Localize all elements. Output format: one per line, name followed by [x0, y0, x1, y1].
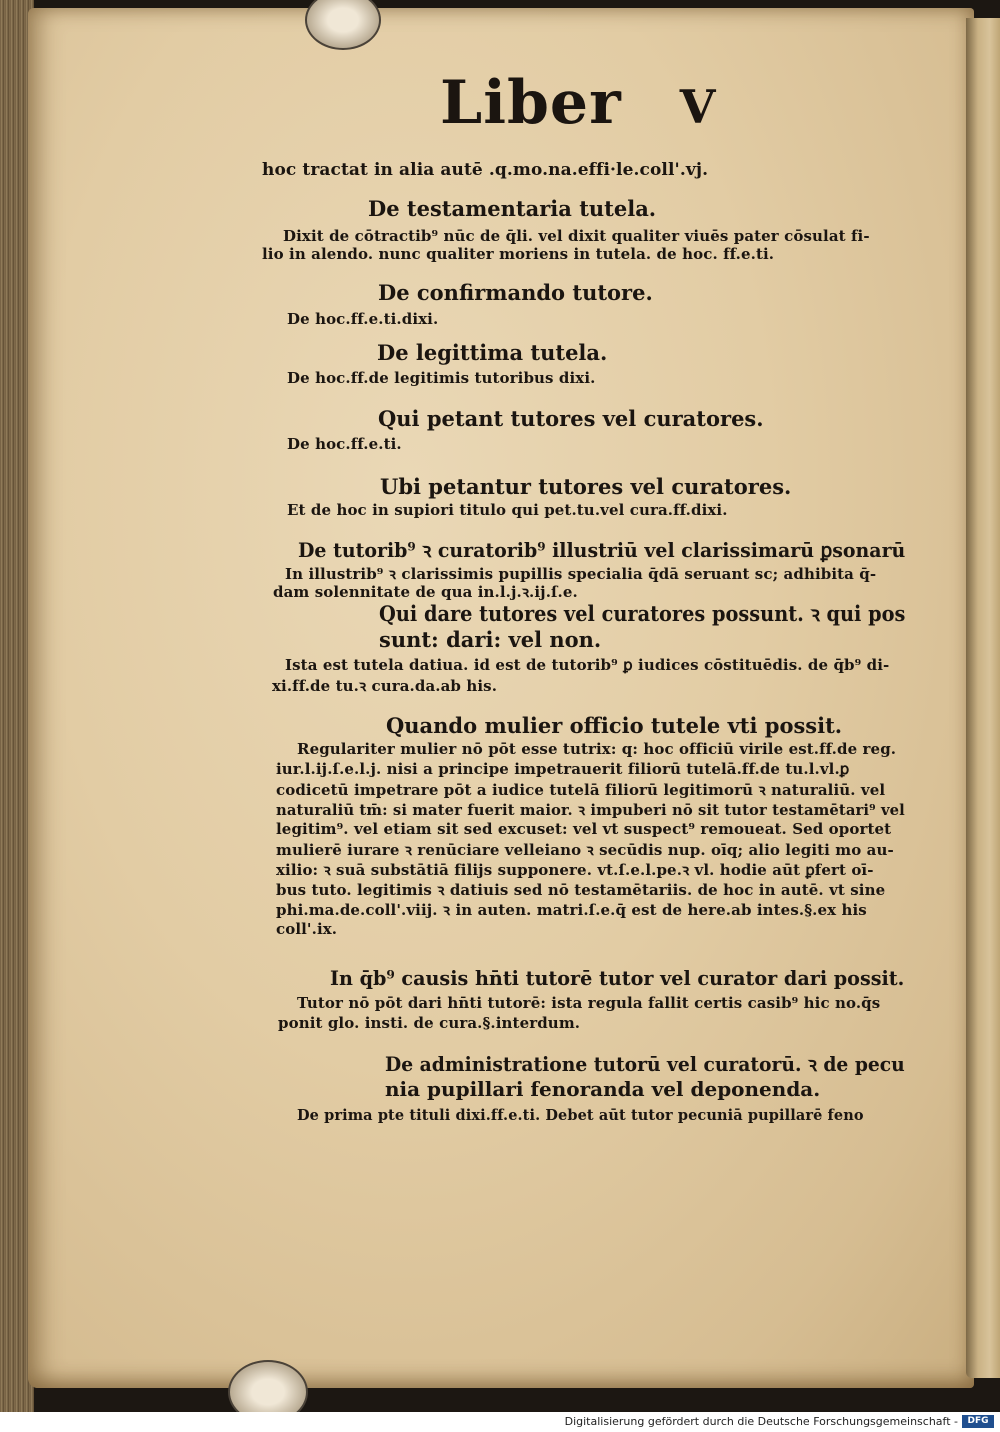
section-line: De hoc.ff.e.ti.: [287, 435, 402, 453]
section-heading: In q̄b⁹ causis hn̄ti tutorē tutor vel curator dari possit.: [330, 966, 905, 990]
dfg-logo[interactable]: DFG: [962, 1415, 994, 1428]
running-head-title: Liber: [440, 68, 622, 138]
section-heading: De confirmando tutore.: [378, 280, 653, 305]
section-line: xilio: ꝛ suā substātiā filijs supponere. vt.ſ.e.l.pe.ꝛ vl. hodie aūt ꝑfert oī-: [276, 861, 874, 879]
section-line: mulierē iurare ꝛ renūciare velleiano ꝛ secūdis nup. oīq; alio legiti mo au-: [276, 841, 894, 859]
section-heading: De tutorib⁹ ꝛ curatorib⁹ illustriū vel clarissimarū ꝑsonarū: [298, 538, 906, 562]
section-line: iur.l.ij.ſ.e.l.j. nisi a principe impetrauerit filiorū tutelā.ff.de tu.l.vl.ꝑ: [276, 760, 850, 778]
continuation-line: hoc tractat in alia autē .q.mo.na.effi·le.coll'.vj.: [262, 160, 709, 180]
section-line: phi.ma.de.coll'.viij. ꝛ in auten. matri.ſ.e.q̄ est de here.ab intes.§.ex his: [276, 901, 867, 919]
section-line: bus tuto. legitimis ꝛ datiuis sed nō testamētariis. de hoc in autē. vt sine: [276, 881, 886, 899]
section-line: dam solennitate de qua in.l.j.ꝛ.ij.ſ.e.: [273, 583, 578, 601]
section-line: Regulariter mulier nō pōt esse tutrix: q: hoc officiū virile est.ff.de reg.: [297, 740, 897, 758]
section-heading: Quando mulier officio tutele vti possit.: [386, 713, 843, 738]
section-line: De hoc.ff.de legitimis tutoribus dixi.: [287, 369, 596, 387]
section-line: codicetū impetrare pōt a iudice tutelā filiorū legitimorū ꝛ naturaliū. vel: [276, 781, 886, 799]
section-line: legitim⁹. vel etiam sit sed excuset: vel vt suspect⁹ remoueat. Sed oportet: [276, 820, 892, 838]
section-line: ponit glo. insti. de cura.§.interdum.: [278, 1014, 581, 1032]
section-line: Et de hoc in supiori titulo qui pet.tu.vel cura.ff.dixi.: [287, 501, 728, 519]
section-line: naturaliū tm̄: si mater fuerit maior. ꝛ impuberi nō sit tutor testamētari⁹ vel: [276, 801, 905, 819]
section-heading: De legittima tutela.: [377, 340, 608, 365]
section-line: Dixit de cōtractib⁹ nūc de q̄li. vel dixit qualiter viuēs pater cōsulat fi-: [283, 227, 870, 245]
section-line: De hoc.ff.e.ti.dixi.: [287, 310, 439, 328]
section-line: De prima pte tituli dixi.ff.e.ti. Debet aūt tutor pecuniā pupillarē feno: [297, 1107, 864, 1124]
section-line: xi.ff.de tu.ꝛ cura.da.ab his.: [272, 677, 498, 695]
section-heading: Qui dare tutores vel curatores possunt. ꝛ qui pos: [379, 601, 906, 626]
funding-credit: Digitalisierung gefördert durch die Deutsche Forschungsgemeinschaft -: [564, 1415, 958, 1428]
section-heading: De administratione tutorū vel curatorū. ꝛ de pecu: [385, 1052, 905, 1076]
section-line: Tutor nō pōt dari hn̄ti tutorē: ista regula fallit certis casib⁹ hic no.q̄s: [297, 994, 881, 1012]
footer-bar: [0, 1412, 1000, 1432]
section-line: Ista est tutela datiua. id est de tutorib⁹ ꝑ iudices cōstituēdis. de q̄b⁹ di-: [285, 656, 890, 674]
section-line: coll'.ix.: [276, 920, 338, 938]
running-head: [440, 68, 716, 138]
section-heading-continued: nia pupillari fenoranda vel deponenda.: [385, 1077, 821, 1101]
section-heading-continued: sunt: dari: vel non.: [379, 627, 602, 652]
section-line: In illustrib⁹ ꝛ clarissimis pupillis specialia q̄dā seruant sc; adhibita q̄-: [285, 565, 877, 583]
section-line: lio in alendo. nunc qualiter moriens in tutela. de hoc. ff.e.ti.: [262, 245, 775, 263]
section-heading: De testamentaria tutela.: [368, 196, 657, 221]
section-heading: Qui petant tutores vel curatores.: [378, 406, 764, 431]
running-head-numeral: V: [679, 80, 717, 134]
section-heading: Ubi petantur tutores vel curatores.: [380, 474, 792, 499]
